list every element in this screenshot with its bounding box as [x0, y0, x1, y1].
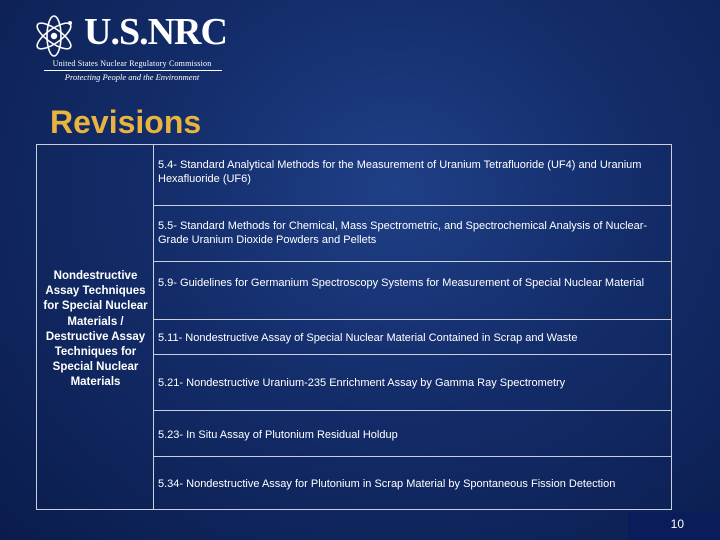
page-number: 10: [628, 512, 720, 540]
revision-item: 5.11- Nondestructive Assay of Special Nuclear Material Contained in Scrap and Waste: [158, 332, 578, 344]
table-row: [154, 206, 672, 262]
category-label: Nondestructive Assay Techniques for Special Nuclear Materials / Destructive Assay Techniques for Special Nuclear Materials: [43, 270, 148, 389]
table-row: [154, 355, 672, 411]
logo-wordmark: U.S.NRC: [84, 11, 227, 53]
revision-item: 5.5- Standard Methods for Chemical, Mass Spectrometric, and Spectrochemical Analysis of Nuclear-Grade Uranium Dioxide Powders and Pellets: [158, 220, 648, 246]
category-cell: [37, 145, 154, 509]
revision-item: 5.23- In Situ Assay of Plutonium Residual Holdup: [158, 429, 398, 441]
revision-item: 5.34- Nondestructive Assay for Plutonium in Scrap Material by Spontaneous Fission Detection: [158, 478, 616, 490]
table-row: [154, 411, 672, 457]
table-row: [154, 457, 672, 509]
slide-title: Revisions: [50, 104, 202, 140]
atom-emblem-icon: [30, 10, 82, 62]
logo-divider: [44, 70, 222, 71]
nrc-logo: [30, 8, 227, 82]
table-row: [154, 145, 672, 206]
revision-item: 5.21- Nondestructive Uranium-235 Enrichment Assay by Gamma Ray Spectrometry: [158, 377, 566, 389]
revision-item: 5.9- Guidelines for Germanium Spectroscopy Systems for Measurement of Special Nuclear Material: [158, 277, 645, 289]
revisions-table: [36, 144, 672, 510]
logo-subtitle: United States Nuclear Regulatory Commission: [52, 59, 212, 68]
table-row: [154, 320, 672, 355]
table-row: [154, 262, 672, 320]
revision-item: 5.4- Standard Analytical Methods for the Measurement of Uranium Tetrafluoride (UF4) and Uranium Hexafluoride (UF6): [158, 159, 642, 185]
logo-tagline: Protecting People and the Environment: [64, 72, 200, 82]
